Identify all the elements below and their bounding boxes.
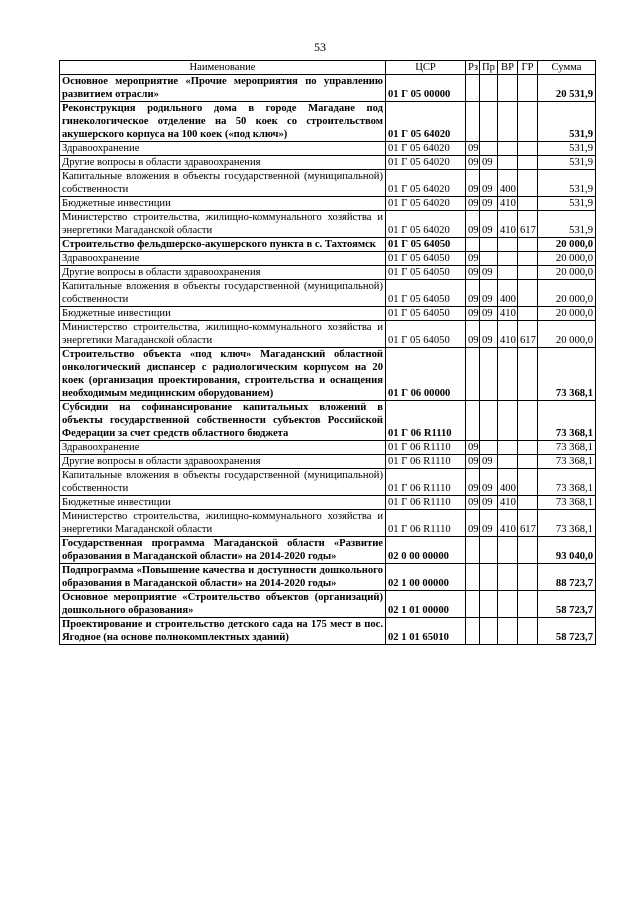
row-rz: [466, 591, 480, 618]
row-name: Реконструкция родильного дома в городе Магадане под гинекологическое отделение на 50 коек со строительством акушерского корпуса на 100 коек («под ключ»): [60, 102, 386, 142]
table-row: [60, 348, 596, 401]
row-sum: 531,9: [538, 211, 596, 238]
row-gr: [518, 252, 538, 266]
table-row: [60, 307, 596, 321]
table-row: [60, 564, 596, 591]
row-sum: 73 368,1: [538, 401, 596, 441]
row-pr: 09: [480, 321, 498, 348]
row-csr: 01 Г 05 64020: [386, 170, 466, 197]
row-csr: 01 Г 05 64020: [386, 211, 466, 238]
row-csr: 01 Г 05 64050: [386, 266, 466, 280]
row-gr: [518, 170, 538, 197]
table-row: [60, 321, 596, 348]
row-csr: 02 0 00 00000: [386, 537, 466, 564]
row-name: Капитальные вложения в объекты государственной (муниципальной) собственности: [60, 170, 386, 197]
row-gr: [518, 401, 538, 441]
row-rz: 09: [466, 469, 480, 496]
table-row: [60, 591, 596, 618]
row-sum: 20 000,0: [538, 280, 596, 307]
header-sum: Сумма: [538, 61, 596, 75]
row-gr: [518, 238, 538, 252]
row-name: Подпрограмма «Повышение качества и доступности дошкольного образования в Магаданской области» на 2014-2020 годы»: [60, 564, 386, 591]
row-name: Министерство строительства, жилищно-коммунального хозяйства и энергетики Магаданской области: [60, 321, 386, 348]
row-rz: 09: [466, 211, 480, 238]
row-sum: 93 040,0: [538, 537, 596, 564]
row-pr: [480, 591, 498, 618]
table-row: [60, 238, 596, 252]
row-csr: 01 Г 06 R1110: [386, 510, 466, 537]
row-pr: 09: [480, 496, 498, 510]
row-name: Другие вопросы в области здравоохранения: [60, 156, 386, 170]
row-pr: [480, 441, 498, 455]
row-rz: [466, 537, 480, 564]
row-csr: 02 1 01 00000: [386, 591, 466, 618]
row-name: Бюджетные инвестиции: [60, 307, 386, 321]
row-csr: 01 Г 06 R1110: [386, 455, 466, 469]
header-rz: Рз: [466, 61, 480, 75]
header-csr: ЦСР: [386, 61, 466, 75]
table-row: [60, 280, 596, 307]
table-header-row: [60, 61, 596, 75]
row-gr: [518, 348, 538, 401]
row-sum: 20 000,0: [538, 307, 596, 321]
row-sum: 58 723,7: [538, 618, 596, 645]
row-rz: [466, 238, 480, 252]
table-row: [60, 197, 596, 211]
table-row: [60, 75, 596, 102]
row-name: Основное мероприятие «Строительство объектов (организаций) дошкольного образования»: [60, 591, 386, 618]
table-row: [60, 455, 596, 469]
row-rz: [466, 401, 480, 441]
table-row: [60, 401, 596, 441]
row-sum: 73 368,1: [538, 455, 596, 469]
row-vr: 410: [498, 496, 518, 510]
row-gr: [518, 591, 538, 618]
row-gr: [518, 618, 538, 645]
row-csr: 01 Г 06 R1110: [386, 441, 466, 455]
row-gr: [518, 142, 538, 156]
row-name: Субсидии на софинансирование капитальных вложений в объекты государственной собственности субъектов Российской Федерации за счет средств областного бюджета: [60, 401, 386, 441]
row-pr: [480, 537, 498, 564]
row-gr: [518, 537, 538, 564]
row-name: Здравоохранение: [60, 252, 386, 266]
row-pr: [480, 401, 498, 441]
row-pr: 09: [480, 197, 498, 211]
row-pr: 09: [480, 156, 498, 170]
table-row: [60, 537, 596, 564]
row-csr: 01 Г 05 64020: [386, 197, 466, 211]
row-rz: 09: [466, 252, 480, 266]
row-name: Проектирование и строительство детского сада на 175 мест в пос. Ягодное (на основе полнокомплектных зданий): [60, 618, 386, 645]
row-sum: 20 531,9: [538, 75, 596, 102]
row-rz: 09: [466, 156, 480, 170]
row-pr: [480, 102, 498, 142]
row-name: Строительство фельдшерско-акушерского пункта в с. Тахтоямск: [60, 238, 386, 252]
row-rz: [466, 75, 480, 102]
row-csr: 01 Г 06 R1110: [386, 496, 466, 510]
budget-table: [59, 60, 596, 645]
table-row: [60, 142, 596, 156]
table-row: [60, 252, 596, 266]
row-vr: [498, 102, 518, 142]
row-csr: 01 Г 05 64050: [386, 307, 466, 321]
row-pr: [480, 75, 498, 102]
row-rz: [466, 618, 480, 645]
row-vr: [498, 75, 518, 102]
row-name: Министерство строительства, жилищно-коммунального хозяйства и энергетики Магаданской области: [60, 211, 386, 238]
row-name: Основное мероприятие «Прочие мероприятия по управлению развитием отрасли»: [60, 75, 386, 102]
row-vr: [498, 142, 518, 156]
row-pr: [480, 238, 498, 252]
row-vr: [498, 156, 518, 170]
page-number: 53: [314, 40, 326, 54]
row-vr: 400: [498, 469, 518, 496]
header-vr: ВР: [498, 61, 518, 75]
row-vr: [498, 252, 518, 266]
row-csr: 01 Г 05 64020: [386, 156, 466, 170]
row-gr: [518, 307, 538, 321]
row-vr: [498, 238, 518, 252]
row-sum: 73 368,1: [538, 348, 596, 401]
row-sum: 20 000,0: [538, 321, 596, 348]
row-sum: 20 000,0: [538, 252, 596, 266]
row-sum: 73 368,1: [538, 496, 596, 510]
row-gr: 617: [518, 321, 538, 348]
row-sum: 73 368,1: [538, 510, 596, 537]
row-vr: [498, 348, 518, 401]
row-rz: 09: [466, 321, 480, 348]
row-name: Здравоохранение: [60, 142, 386, 156]
table-row: [60, 510, 596, 537]
table-row: [60, 266, 596, 280]
row-gr: [518, 441, 538, 455]
row-pr: 09: [480, 307, 498, 321]
row-csr: 01 Г 05 64050: [386, 321, 466, 348]
row-name: Бюджетные инвестиции: [60, 197, 386, 211]
row-vr: [498, 591, 518, 618]
header-name: Наименование: [60, 61, 386, 75]
row-pr: [480, 252, 498, 266]
row-name: Министерство строительства, жилищно-коммунального хозяйства и энергетики Магаданской области: [60, 510, 386, 537]
table-row: [60, 496, 596, 510]
row-sum: 531,9: [538, 142, 596, 156]
row-name: Строительство объекта «под ключ» Магаданский областной онкологический диспансер с радиологическим корпусом на 20 коек (организация проектирования, строительства и оснащения необходимым медицинским оборудованием): [60, 348, 386, 401]
row-gr: [518, 75, 538, 102]
row-vr: [498, 618, 518, 645]
row-rz: 09: [466, 307, 480, 321]
row-name: Капитальные вложения в объекты государственной (муниципальной) собственности: [60, 469, 386, 496]
row-name: Здравоохранение: [60, 441, 386, 455]
row-sum: 88 723,7: [538, 564, 596, 591]
row-rz: 09: [466, 496, 480, 510]
row-csr: 02 1 00 00000: [386, 564, 466, 591]
row-sum: 531,9: [538, 170, 596, 197]
row-vr: [498, 266, 518, 280]
table-row: [60, 441, 596, 455]
row-gr: [518, 156, 538, 170]
row-pr: [480, 142, 498, 156]
row-sum: 531,9: [538, 197, 596, 211]
row-rz: 09: [466, 510, 480, 537]
row-gr: 617: [518, 211, 538, 238]
row-gr: [518, 455, 538, 469]
row-pr: 09: [480, 170, 498, 197]
row-pr: 09: [480, 455, 498, 469]
row-csr: 01 Г 05 64050: [386, 238, 466, 252]
row-csr: 01 Г 06 R1110: [386, 401, 466, 441]
row-rz: 09: [466, 455, 480, 469]
row-vr: [498, 537, 518, 564]
row-gr: [518, 197, 538, 211]
row-rz: 09: [466, 441, 480, 455]
table-row: [60, 156, 596, 170]
row-csr: 01 Г 05 64020: [386, 142, 466, 156]
row-pr: 09: [480, 280, 498, 307]
row-gr: [518, 564, 538, 591]
row-vr: 410: [498, 321, 518, 348]
row-sum: 73 368,1: [538, 469, 596, 496]
row-gr: 617: [518, 510, 538, 537]
row-rz: 09: [466, 142, 480, 156]
table-row: [60, 618, 596, 645]
row-csr: 01 Г 05 64020: [386, 102, 466, 142]
row-vr: 410: [498, 510, 518, 537]
table-row: [60, 211, 596, 238]
row-pr: [480, 564, 498, 591]
row-csr: 01 Г 06 00000: [386, 348, 466, 401]
row-name: Государственная программа Магаданской области «Развитие образования в Магаданской области» на 2014-2020 годы»: [60, 537, 386, 564]
row-rz: [466, 348, 480, 401]
row-pr: 09: [480, 211, 498, 238]
row-rz: 09: [466, 266, 480, 280]
table-row: [60, 170, 596, 197]
row-gr: [518, 469, 538, 496]
row-pr: [480, 348, 498, 401]
row-rz: [466, 564, 480, 591]
row-pr: 09: [480, 510, 498, 537]
table-row: [60, 102, 596, 142]
row-name: Другие вопросы в области здравоохранения: [60, 455, 386, 469]
row-pr: [480, 618, 498, 645]
row-rz: 09: [466, 280, 480, 307]
row-sum: 20 000,0: [538, 266, 596, 280]
row-csr: 02 1 01 65010: [386, 618, 466, 645]
row-vr: 410: [498, 211, 518, 238]
row-sum: 73 368,1: [538, 441, 596, 455]
row-rz: 09: [466, 197, 480, 211]
row-vr: [498, 455, 518, 469]
row-gr: [518, 496, 538, 510]
row-rz: 09: [466, 170, 480, 197]
row-name: Бюджетные инвестиции: [60, 496, 386, 510]
row-sum: 20 000,0: [538, 238, 596, 252]
table-row: [60, 469, 596, 496]
row-gr: [518, 102, 538, 142]
row-csr: 01 Г 06 R1110: [386, 469, 466, 496]
header-pr: Пр: [480, 61, 498, 75]
row-csr: 01 Г 05 00000: [386, 75, 466, 102]
row-name: Капитальные вложения в объекты государственной (муниципальной) собственности: [60, 280, 386, 307]
row-rz: [466, 102, 480, 142]
row-sum: 58 723,7: [538, 591, 596, 618]
row-sum: 531,9: [538, 156, 596, 170]
row-csr: 01 Г 05 64050: [386, 252, 466, 266]
row-vr: [498, 564, 518, 591]
row-gr: [518, 280, 538, 307]
row-name: Другие вопросы в области здравоохранения: [60, 266, 386, 280]
row-sum: 531,9: [538, 102, 596, 142]
row-gr: [518, 266, 538, 280]
header-gr: ГР: [518, 61, 538, 75]
row-pr: 09: [480, 266, 498, 280]
row-vr: 410: [498, 197, 518, 211]
row-vr: [498, 401, 518, 441]
row-csr: 01 Г 05 64050: [386, 280, 466, 307]
row-vr: 400: [498, 170, 518, 197]
row-vr: 400: [498, 280, 518, 307]
row-vr: [498, 441, 518, 455]
row-pr: 09: [480, 469, 498, 496]
row-vr: 410: [498, 307, 518, 321]
